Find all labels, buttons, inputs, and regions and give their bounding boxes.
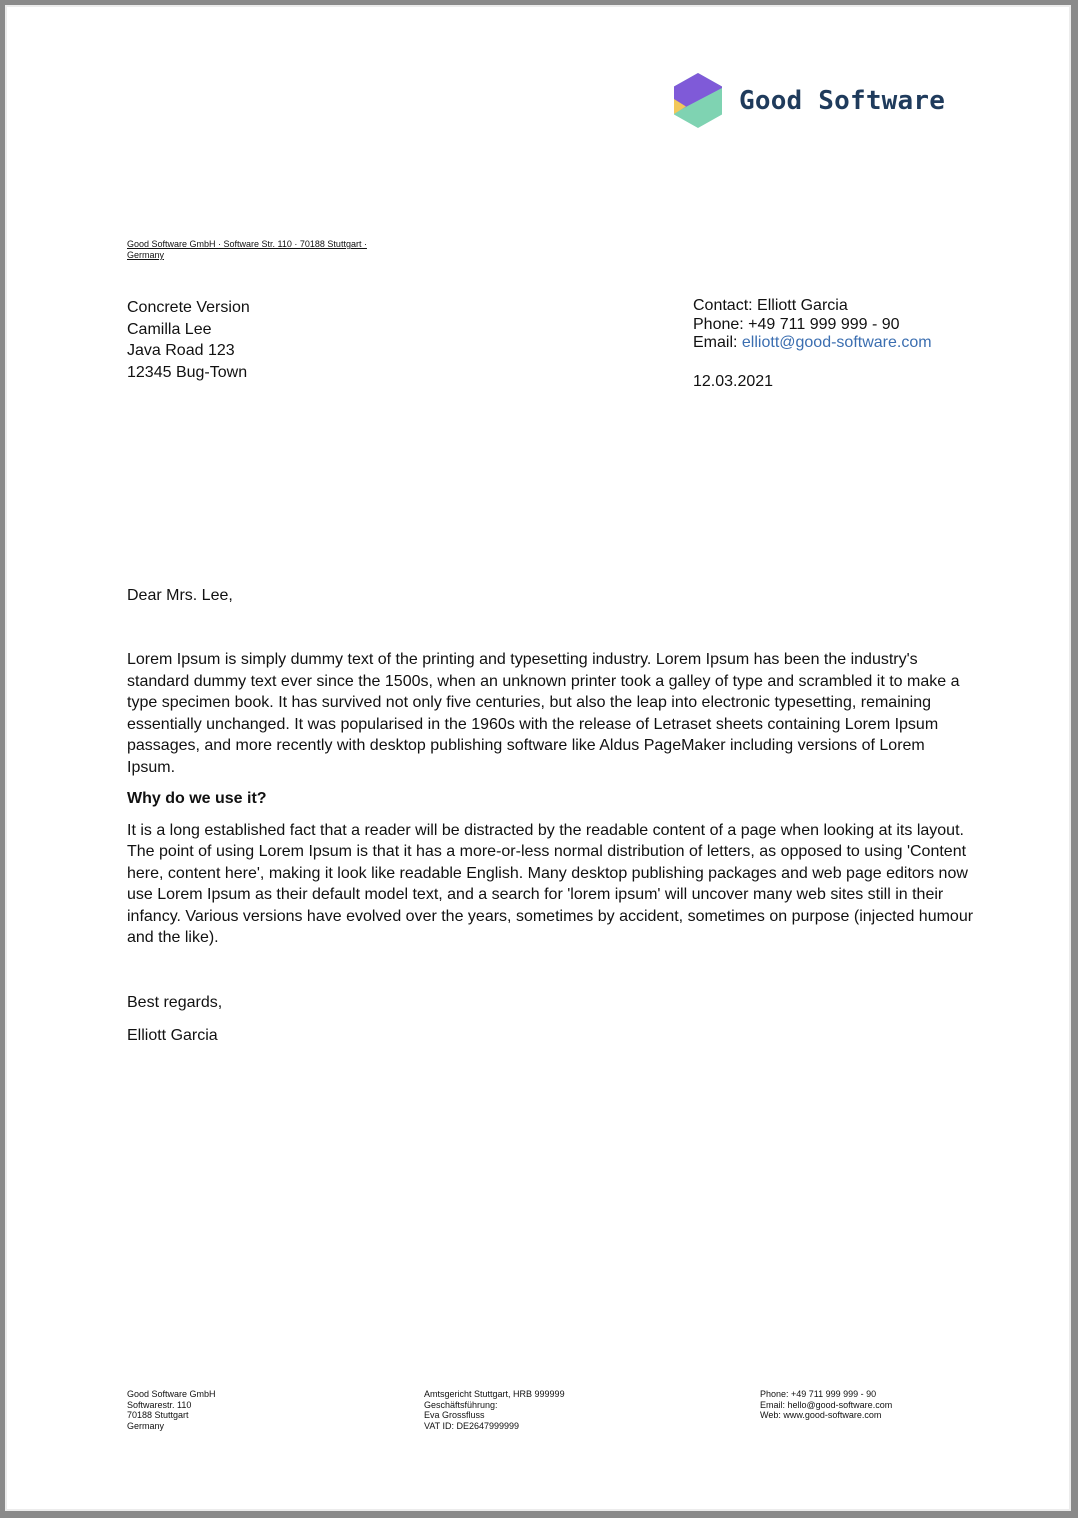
footer-line: Eva Grossfluss — [424, 1410, 485, 1420]
footer-line: Web: www.good-software.com — [760, 1410, 882, 1420]
recipient-company: Concrete Version — [127, 299, 250, 316]
greeting: Dear Mrs. Lee, — [127, 587, 233, 604]
body-paragraph-1: Lorem Ipsum is simply dummy text of the printing and typesetting industry. Lorem Ipsum has been the industry's standard dummy text ever since the 1500s, when an unknown printer took a galley of type and scrambled it to make a type specimen book. It has survived not only five centuries, but also the leap into electronic typesetting, remaining essentially unchanged. It was popularised in the 1960s with the release of Letraset sheets containing Lorem Ipsum passages, and more recently with desktop publishing software like Aldus PageMaker including versions of Lorem Ipsum. — [127, 651, 960, 776]
hexagon-logo-icon — [672, 72, 724, 130]
footer-line: Germany — [127, 1420, 165, 1431]
footer-line: Geschäftsführung: — [424, 1399, 498, 1410]
letter-page — [5, 5, 1071, 1511]
footer-contact-info — [760, 1389, 892, 1421]
contact-phone: Phone: +49 711 999 999 - 90 — [693, 315, 900, 333]
footer-line: Good Software GmbH — [127, 1389, 216, 1399]
section-heading: Why do we use it? — [127, 790, 267, 807]
footer-line: 70188 Stuttgart — [127, 1410, 189, 1420]
contact-name: Contact: Elliott Garcia — [693, 297, 848, 314]
letter-date: 12.03.2021 — [693, 373, 774, 390]
footer-line: VAT ID: DE2647999999 — [424, 1420, 520, 1431]
footer-line: Phone: +49 711 999 999 - 90 — [760, 1389, 877, 1399]
recipient-street: Java Road 123 — [127, 342, 235, 359]
closing: Best regards, — [127, 994, 223, 1011]
recipient-city: 12345 Bug-Town — [127, 363, 248, 381]
recipient-address — [127, 297, 250, 383]
recipient-name: Camilla Lee — [127, 320, 212, 338]
signature: Elliott Garcia — [127, 1027, 218, 1044]
email-label: Email: — [693, 334, 742, 352]
footer-line: Email: hello@good-software.com — [760, 1399, 893, 1410]
footer-line: Softwarestr. 110 — [127, 1399, 192, 1410]
contact-block — [693, 297, 932, 353]
sender-return-address: Good Software GmbH · Software Str. 110 · 70188 Stuttgart · Germany — [127, 239, 367, 260]
body-paragraph-2: It is a long established fact that a reader will be distracted by the readable content of a page when looking at its layout. The point of using Lorem Ipsum is that it has a more-or-less normal distribution of letters, as opposed to using 'Content here, content here', making it look like readable English. Many desktop publishing packages and web page editors now use Lorem Ipsum as their default model text, and a search for 'lorem ipsum' will uncover many web sites still in their infancy. Various versions have evolved over the years, sometimes by accident, sometimes on purpose (injected humour and the like). — [127, 821, 974, 946]
letter-body — [127, 649, 977, 949]
footer-line: Amtsgericht Stuttgart, HRB 999999 — [424, 1389, 565, 1399]
logo-text: Good Software — [739, 86, 946, 116]
footer-company-address — [127, 1389, 216, 1431]
footer-legal-info — [424, 1389, 565, 1431]
contact-email-line — [693, 334, 932, 353]
company-logo — [672, 68, 962, 134]
contact-email-link[interactable]: elliott@good-software.com — [741, 334, 932, 352]
